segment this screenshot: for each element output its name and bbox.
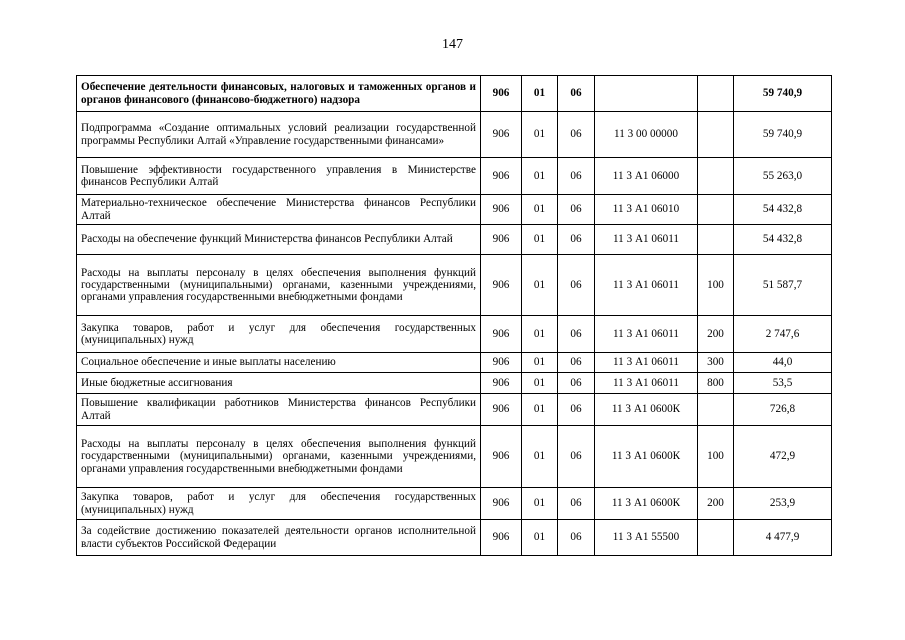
row-description: Расходы на обеспечение функций Министерства финансов Республики Алтай — [77, 225, 481, 255]
target-article-code: 11 3 00 00000 — [595, 112, 698, 158]
budget-table — [76, 75, 832, 556]
ministry-code: 906 — [481, 520, 522, 556]
expense-type-code — [698, 520, 734, 556]
table-row — [77, 394, 832, 426]
ministry-code: 906 — [481, 373, 522, 394]
subsection-code: 06 — [558, 488, 595, 520]
ministry-code: 906 — [481, 353, 522, 373]
subsection-code: 06 — [558, 195, 595, 225]
expense-type-code — [698, 394, 734, 426]
expense-type-code — [698, 112, 734, 158]
table-row — [77, 255, 832, 316]
subsection-code: 06 — [558, 520, 595, 556]
row-description: Иные бюджетные ассигнования — [77, 373, 481, 394]
target-article-code: 11 3 А1 55500 — [595, 520, 698, 556]
amount: 54 432,8 — [734, 225, 832, 255]
target-article-code: 11 3 А1 0600К — [595, 488, 698, 520]
section-code: 01 — [522, 255, 558, 316]
table-row — [77, 195, 832, 225]
target-article-code: 11 3 А1 06011 — [595, 255, 698, 316]
expense-type-code: 300 — [698, 353, 734, 373]
target-article-code — [595, 76, 698, 112]
section-code: 01 — [522, 76, 558, 112]
page-number: 147 — [442, 37, 463, 52]
row-description: Повышение эффективности государственного управления в Министерстве финансов Республики Алтай — [77, 158, 481, 195]
table-row — [77, 353, 832, 373]
amount: 54 432,8 — [734, 195, 832, 225]
ministry-code: 906 — [481, 225, 522, 255]
table-row — [77, 488, 832, 520]
subsection-code: 06 — [558, 316, 595, 353]
ministry-code: 906 — [481, 76, 522, 112]
amount: 726,8 — [734, 394, 832, 426]
target-article-code: 11 3 А1 06000 — [595, 158, 698, 195]
section-code: 01 — [522, 373, 558, 394]
subsection-code: 06 — [558, 112, 595, 158]
expense-type-code: 200 — [698, 316, 734, 353]
row-description: Подпрограмма «Создание оптимальных условий реализации государственной программы Республики Алтай «Управление государственными финансами» — [77, 112, 481, 158]
expense-type-code — [698, 158, 734, 195]
ministry-code: 906 — [481, 255, 522, 316]
section-code: 01 — [522, 158, 558, 195]
row-description: Расходы на выплаты персоналу в целях обеспечения выполнения функций государственными (муниципальными) органами, казенными учреждениями, органами управления государственными внебюджетными фондами — [77, 426, 481, 488]
section-code: 01 — [522, 394, 558, 426]
amount: 59 740,9 — [734, 112, 832, 158]
subsection-code: 06 — [558, 426, 595, 488]
ministry-code: 906 — [481, 394, 522, 426]
section-code: 01 — [522, 426, 558, 488]
expense-type-code: 100 — [698, 255, 734, 316]
row-description: Повышение квалификации работников Министерства финансов Республики Алтай — [77, 394, 481, 426]
table-row — [77, 76, 832, 112]
amount: 51 587,7 — [734, 255, 832, 316]
row-description: Закупка товаров, работ и услуг для обеспечения государственных (муниципальных) нужд — [77, 316, 481, 353]
ministry-code: 906 — [481, 112, 522, 158]
row-description: Социальное обеспечение и иные выплаты населению — [77, 353, 481, 373]
subsection-code: 06 — [558, 158, 595, 195]
target-article-code: 11 3 А1 06011 — [595, 316, 698, 353]
expense-type-code: 100 — [698, 426, 734, 488]
section-code: 01 — [522, 520, 558, 556]
section-code: 01 — [522, 316, 558, 353]
table-row — [77, 158, 832, 195]
amount: 59 740,9 — [734, 76, 832, 112]
section-code: 01 — [522, 225, 558, 255]
ministry-code: 906 — [481, 195, 522, 225]
target-article-code: 11 3 А1 06011 — [595, 373, 698, 394]
table-row — [77, 225, 832, 255]
section-code: 01 — [522, 353, 558, 373]
expense-type-code: 200 — [698, 488, 734, 520]
row-description: Расходы на выплаты персоналу в целях обеспечения выполнения функций государственными (муниципальными) органами, казенными учреждениями, органами управления государственными внебюджетными фондами — [77, 255, 481, 316]
subsection-code: 06 — [558, 225, 595, 255]
target-article-code: 11 3 А1 06011 — [595, 225, 698, 255]
target-article-code: 11 3 А1 0600К — [595, 426, 698, 488]
row-description: Закупка товаров, работ и услуг для обеспечения государственных (муниципальных) нужд — [77, 488, 481, 520]
amount: 2 747,6 — [734, 316, 832, 353]
table-row — [77, 520, 832, 556]
row-description: Материально-техническое обеспечение Министерства финансов Республики Алтай — [77, 195, 481, 225]
subsection-code: 06 — [558, 373, 595, 394]
ministry-code: 906 — [481, 488, 522, 520]
amount: 4 477,9 — [734, 520, 832, 556]
amount: 44,0 — [734, 353, 832, 373]
expense-type-code — [698, 76, 734, 112]
section-code: 01 — [522, 195, 558, 225]
target-article-code: 11 3 А1 0600К — [595, 394, 698, 426]
expense-type-code — [698, 195, 734, 225]
amount: 53,5 — [734, 373, 832, 394]
row-description: За содействие достижению показателей деятельности органов исполнительной власти субъектов Российской Федерации — [77, 520, 481, 556]
section-code: 01 — [522, 112, 558, 158]
subsection-code: 06 — [558, 394, 595, 426]
ministry-code: 906 — [481, 316, 522, 353]
table-row — [77, 112, 832, 158]
expense-type-code — [698, 225, 734, 255]
table-row — [77, 373, 832, 394]
section-code: 01 — [522, 488, 558, 520]
subsection-code: 06 — [558, 255, 595, 316]
amount: 472,9 — [734, 426, 832, 488]
subsection-code: 06 — [558, 353, 595, 373]
target-article-code: 11 3 А1 06011 — [595, 353, 698, 373]
ministry-code: 906 — [481, 426, 522, 488]
ministry-code: 906 — [481, 158, 522, 195]
amount: 55 263,0 — [734, 158, 832, 195]
table-row — [77, 316, 832, 353]
subsection-code: 06 — [558, 76, 595, 112]
target-article-code: 11 3 А1 06010 — [595, 195, 698, 225]
expense-type-code: 800 — [698, 373, 734, 394]
amount: 253,9 — [734, 488, 832, 520]
table-row — [77, 426, 832, 488]
row-description: Обеспечение деятельности финансовых, налоговых и таможенных органов и органов финансового (финансово-бюджетного) надзора — [77, 76, 481, 112]
